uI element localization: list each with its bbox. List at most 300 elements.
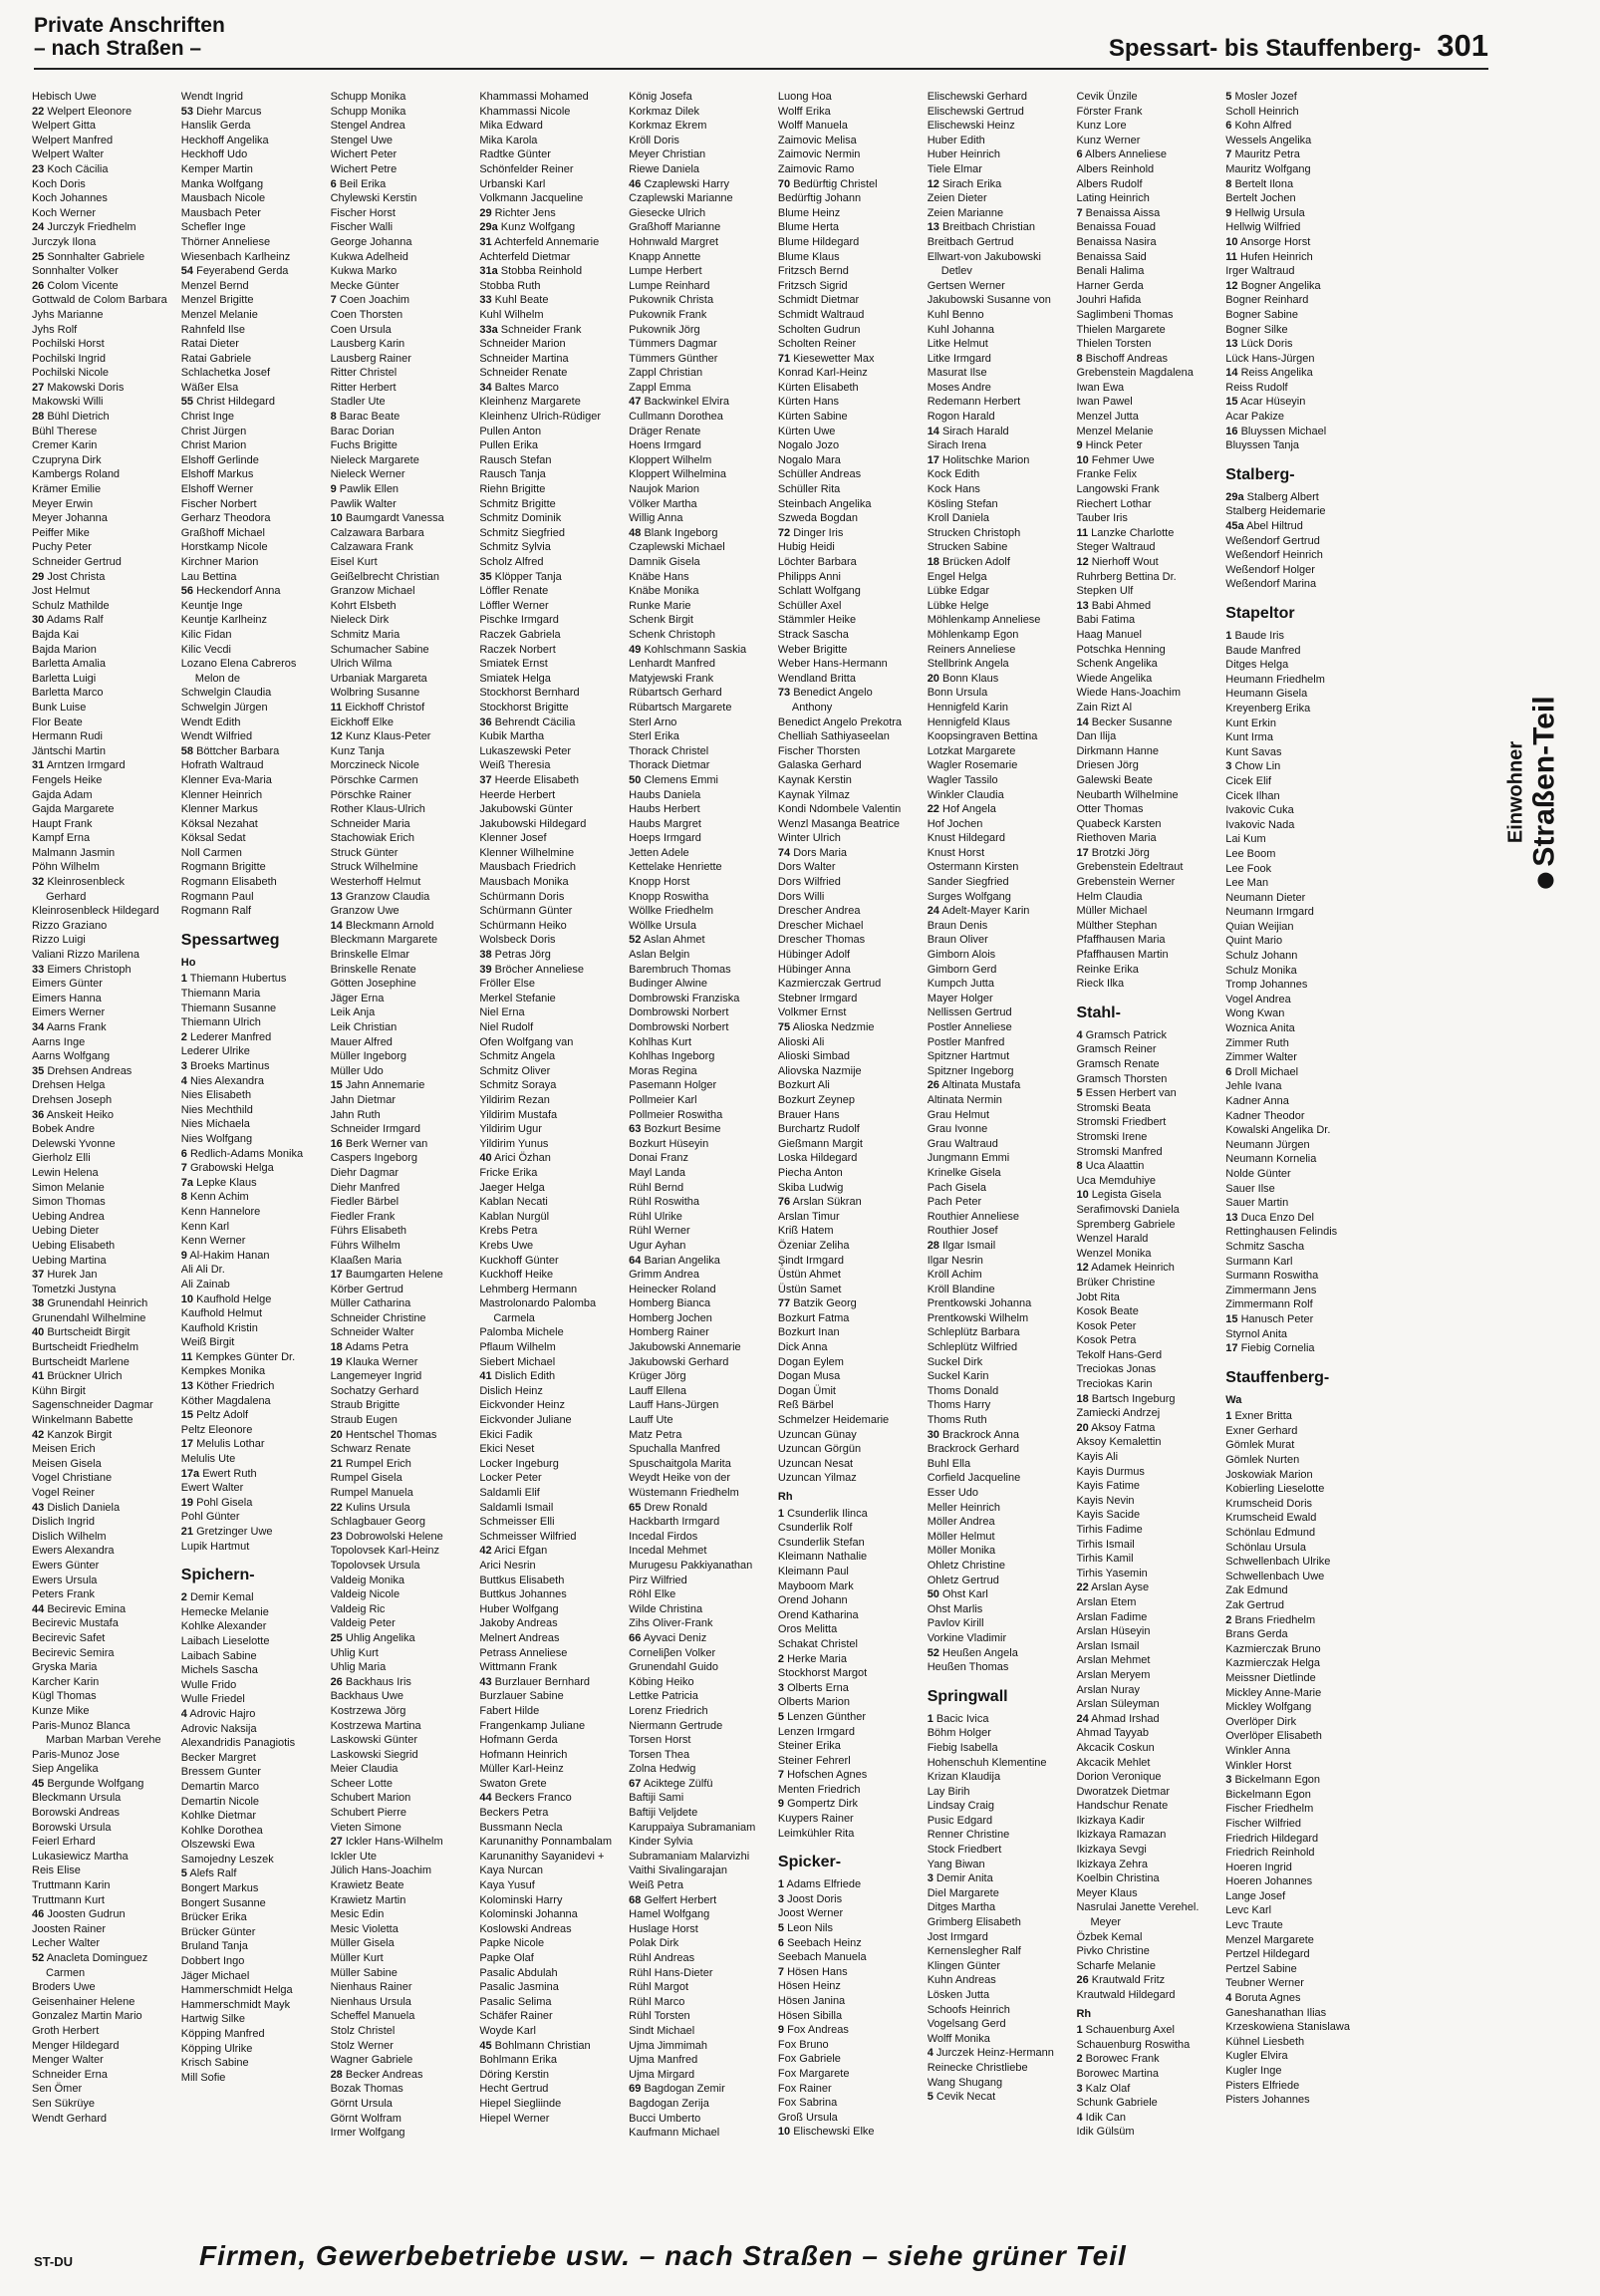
resident-entry [778,1507,920,1522]
resident-entry [331,1689,472,1704]
resident-entry [181,1015,323,1030]
resident-name: Baltes Marco [494,381,559,394]
resident-entry [1076,643,1217,658]
resident-name: Vaithi Sivalingarajan [629,1865,727,1877]
resident-entry [928,105,1069,120]
resident-entry [629,977,770,992]
resident-name: Rieck Ilka [1076,978,1125,991]
resident-name: Mika Karola [479,134,538,146]
resident-name: Pukownik Jörg [629,323,700,336]
resident-entry [181,972,323,987]
resident-name: Zolna Hedwig [629,1763,696,1776]
resident-name: Kuckhoff Heike [479,1269,554,1282]
resident-entry [1076,1508,1217,1523]
resident-name: Heußen Thomas [927,1661,1009,1674]
resident-name: Lösken Jutta [927,1989,990,2001]
resident-entry [778,1979,920,1994]
resident-name: Nellissen Gertrud [927,1006,1012,1019]
resident-entry [32,2009,173,2024]
resident-entry [778,1413,920,1428]
resident-entry [1076,425,1217,439]
resident-entry [928,1210,1069,1225]
resident-entry [479,1587,621,1602]
resident-entry [32,1907,173,1922]
resident-entry [479,511,621,526]
resident-entry [629,1733,770,1748]
resident-name: Kloppert Wilhelmina [629,468,726,481]
resident-entry [181,1132,323,1147]
resident-name: Ohletz Gertrud [927,1574,999,1586]
resident-name: Schlachetka Josef [180,367,271,380]
resident-entry [629,1195,770,1210]
resident-entry [928,1515,1069,1530]
resident-name: Brücker Erika [180,1911,247,1924]
resident-name: Sochatzy Gerhard [330,1384,419,1397]
resident-name: Woyde Karl [479,2024,536,2037]
resident-entry [1076,1276,1217,1291]
street-heading: Spichern- [180,1567,255,1584]
resident-name: Siebert Michael [479,1355,556,1368]
resident-name: Kobierling Lieselotte [1225,1483,1325,1496]
resident-entry [1076,1130,1217,1145]
resident-entry [32,1936,173,1951]
resident-name: Hübinger Adolf [777,949,851,962]
resident-entry [778,1579,920,1594]
resident-name: Christ Inge [180,411,234,424]
resident-name: Grunendahl Wilhelmine [32,1311,146,1324]
resident-name: Becirevic Semira [32,1646,115,1659]
resident-name: Weßendorf Marina [1225,578,1317,591]
resident-entry [1076,1101,1217,1116]
resident-entry [928,323,1069,338]
resident-entry [331,1719,472,1734]
resident-entry [331,1995,472,2010]
resident-entry [479,526,621,541]
resident-name: Adams Ralf [46,614,104,627]
resident-name: Hiepel Werner [479,2112,550,2125]
resident-name: Graßhoff Michael [180,526,265,539]
resident-entry [331,1137,472,1152]
resident-entry [32,453,173,468]
resident-name: Pertzel Hildegard [1225,1948,1310,1961]
resident-entry [181,105,323,120]
resident-name: Winkler Claudia [927,788,1004,801]
resident-entry [629,1020,770,1035]
resident-name: Konrad Karl-Heinz [777,367,868,380]
resident-name: Kohlke Alexander [180,1620,267,1633]
resident-name: Schupp Monika [330,105,406,118]
resident-name: Tiele Elmar [927,162,982,175]
resident-entry [778,1442,920,1457]
resident-name: Meyer Erwin [32,497,94,510]
resident-name: Thörner Anneliese [180,235,271,248]
house-number: 36 [479,716,492,728]
resident-name: Dors Maria [793,846,848,859]
resident-name: Köpping Manfred [180,2028,265,2040]
house-number: 64 [629,1254,642,1267]
resident-entry [1076,162,1217,177]
resident-entry [629,570,770,585]
resident-entry [629,846,770,861]
resident-entry [32,2097,173,2112]
resident-entry [928,555,1069,570]
resident-name: Dobrowolski Helene [345,1530,443,1543]
house-number: 65 [629,1501,642,1514]
resident-name: Granzow Claudia [345,890,430,903]
resident-entry [928,919,1069,934]
resident-name: Saglimbeni Thomas [1076,308,1174,321]
resident-name: Redlich-Adams Monika [189,1147,304,1160]
resident-entry [1076,1203,1217,1218]
resident-name: Arici Özhan [494,1152,551,1165]
resident-name: Topolovsek Ursula [330,1559,420,1572]
resident-name: Chylewski Kerstin [330,192,417,205]
resident-entry [1076,628,1217,643]
resident-entry [778,933,920,948]
resident-entry [331,1020,472,1035]
house-number: 8 [1076,1160,1083,1173]
resident-entry [479,1733,621,1748]
resident-entry [32,119,173,134]
resident-entry [1076,134,1217,148]
resident-name: Kohrt Elsbeth [330,599,397,612]
resident-name: Thoms Donald [927,1384,999,1397]
resident-entry [629,1384,770,1399]
resident-entry [928,729,1069,744]
resident-name: Manka Wolfgang [180,177,264,190]
resident-entry [928,1224,1069,1239]
resident-entry [1225,1065,1367,1080]
resident-entry [181,1692,323,1707]
resident-name: Müller Karl-Heinz [479,1763,564,1776]
resident-entry [181,1088,323,1103]
resident-entry [928,206,1069,221]
resident-entry [331,1907,472,1922]
house-number: 54 [180,265,194,278]
resident-entry [181,1634,323,1649]
resident-entry [778,672,920,687]
resident-entry [629,1311,770,1326]
house-number: 17 [1225,1342,1238,1355]
resident-entry [778,119,920,134]
resident-name: Fiedler Bärbel [330,1196,400,1209]
resident-entry [1076,977,1217,992]
resident-name: Backhaus Uwe [330,1690,403,1703]
resident-name: Matyjewski Frank [629,672,714,685]
resident-entry [331,1224,472,1239]
resident-entry [32,904,173,919]
resident-name: Bühl Therese [32,425,98,437]
resident-entry [181,1838,323,1853]
resident-name: Krinelke Gisela [927,1166,1001,1179]
resident-name: Papke Olaf [479,1952,534,1964]
resident-name: Iwan Ewa [1076,381,1125,394]
house-number: 29a [1225,490,1244,503]
resident-entry [778,2111,920,2126]
resident-entry [1076,191,1217,206]
resident-name: Melulis Ute [180,1453,236,1466]
resident-name: Scholten Gudrun [777,323,861,336]
resident-name: Jyhs Marianne [32,308,104,321]
resident-entry [331,1559,472,1574]
resident-entry [629,2097,770,2112]
resident-name: Jahn Dietmar [330,1093,396,1106]
resident-name: Bickelmann Egon [1234,1774,1321,1787]
resident-entry [32,1733,173,1748]
resident-name: Surges Wolfgang [927,890,1011,903]
resident-entry [1076,686,1217,701]
resident-name: Gerharz Theodora [180,512,271,525]
resident-entry [1076,1377,1217,1392]
resident-entry [331,2082,472,2097]
resident-entry [479,1850,621,1865]
resident-entry [479,1966,621,1981]
house-number: 7 [777,1769,785,1782]
resident-entry [1076,1683,1217,1698]
resident-entry [479,1501,621,1516]
resident-name: Kleimann Paul [777,1565,849,1578]
resident-entry [1076,1538,1217,1553]
resident-entry [778,1239,920,1254]
resident-entry [629,90,770,105]
resident-name: Lenzen Günther [787,1710,866,1723]
house-number: 9 [1225,206,1232,219]
resident-name: Wittmann Frank [479,1661,557,1674]
side-tab-label: Einwohner [1504,740,1527,844]
resident-name: Cremer Karin [32,439,98,452]
resident-name: Tümmers Günther [629,352,718,365]
resident-entry [928,308,1069,323]
house-number: 23 [32,162,45,175]
resident-name: Stadler Ute [330,396,386,409]
resident-entry [32,1587,173,1602]
resident-name: Fox Bruno [777,2038,829,2051]
resident-name: Tirhis Yasemin [1076,1567,1148,1579]
resident-name: Bacic Ivica [935,1712,989,1725]
resident-entry [1076,105,1217,120]
house-number: 12 [1225,279,1238,292]
resident-name: George Johanna [330,235,412,248]
resident-entry [928,395,1069,410]
house-number: 6 [180,1147,187,1160]
resident-name: Brans Friedhelm [1234,1613,1316,1626]
resident-entry [629,1646,770,1661]
resident-name: Wolbring Susanne [330,687,420,700]
directory-column [1225,90,1367,2192]
resident-name: Bozkurt Hüseyin [629,1137,709,1150]
resident-entry [181,1437,323,1452]
resident-entry [1076,1479,1217,1494]
resident-entry [331,264,472,279]
resident-entry [181,191,323,206]
resident-name: Gramsch Patrick [1085,1028,1167,1041]
resident-name: Mausbach Monika [479,876,569,889]
resident-name: Sauer Martin [1225,1197,1289,1210]
resident-name: Becirevic Mustafa [32,1617,119,1630]
resident-entry [1225,2020,1367,2035]
resident-entry [479,366,621,381]
resident-entry [928,147,1069,162]
resident-name: Schmelzer Heidemarie [777,1414,890,1427]
house-number: 4 [927,2047,933,2060]
resident-name: Kaya Yusuf [479,1879,535,1892]
resident-name: Renner Christine [927,1829,1010,1842]
house-number: 38 [479,949,492,962]
resident-name: Leon Nils [787,1922,833,1935]
resident-name: Arntzen Irmgard [46,759,126,772]
resident-entry [181,220,323,235]
resident-entry [928,758,1069,773]
resident-name: Rogmann Elisabeth [180,876,277,889]
resident-name: Bühl Dietrich [47,411,110,424]
resident-name: Schneider Erna [32,2068,108,2081]
resident-name: Gimborn Gerd [927,963,997,976]
resident-name: Kröll Achim [927,1269,982,1282]
resident-entry [181,628,323,643]
resident-entry [479,1195,621,1210]
house-number: 72 [777,526,791,539]
resident-name: Mayl Landa [629,1166,685,1179]
resident-name: Arslan Ayse [1091,1581,1150,1594]
house-number: 1 [777,1878,785,1891]
resident-entry [479,1907,621,1922]
resident-entry [1225,250,1367,265]
resident-name: Hofmann Gerda [479,1734,558,1747]
resident-name: Bickelmann Egon [1225,1788,1311,1801]
resident-entry [32,1093,173,1108]
house-number: 55 [180,396,194,409]
resident-entry [778,1906,920,1921]
resident-entry [1076,2067,1217,2082]
resident-name: Ickler Hans-Wilhelm [345,1836,443,1849]
resident-name: Stolz Christel [330,2024,396,2037]
resident-entry [181,264,323,279]
resident-entry [32,90,173,105]
resident-name: Nieleck Margarete [330,453,419,466]
resident-entry [928,1340,1069,1355]
resident-name: Uzuncan Yilmaz [777,1472,857,1485]
resident-entry [32,1020,173,1035]
resident-name: Bucci Umberto [629,2112,701,2125]
resident-entry [778,1652,920,1667]
resident-entry [1076,264,1217,279]
resident-name: Dorion Veronique [1076,1771,1162,1784]
resident-entry [1225,1991,1367,2006]
resident-name: Nieleck Werner [330,468,405,481]
resident-name: Adams Petra [345,1341,408,1354]
resident-entry [928,599,1069,614]
resident-entry [479,1137,621,1152]
resident-name: Sander Siegfried [927,876,1009,889]
district-code: Ho [180,956,196,969]
resident-entry [479,1035,621,1050]
resident-name: Aarns Inge [32,1035,86,1048]
resident-entry [181,672,323,687]
resident-name: Mayboom Mark [777,1579,854,1592]
resident-entry [778,904,920,919]
house-number: 22 [927,803,939,816]
resident-entry [32,890,173,905]
resident-name: Schmitz Sascha [1225,1240,1305,1253]
resident-entry [479,1181,621,1196]
resident-entry [181,1983,323,1998]
resident-entry [181,1540,323,1555]
resident-entry [479,1355,621,1370]
resident-name: Meller Heinrich [927,1501,1001,1514]
resident-name: Nienhaus Rainer [330,1981,412,1994]
resident-entry [32,1660,173,1675]
resident-name: Colom Vicente [47,279,119,292]
resident-entry [928,453,1069,468]
resident-name: Knapp Annette [629,250,701,263]
resident-entry [331,1283,472,1297]
resident-name: Şindt Irmgard [777,1254,844,1267]
resident-entry [778,2052,920,2067]
resident-name: Jungmann Emmi [927,1152,1010,1165]
resident-name: Merkel Stefanie [479,992,556,1004]
resident-entry [331,1369,472,1384]
resident-entry [32,1675,173,1690]
resident-name: Richter Jens [494,206,556,219]
resident-name: Ikizkaya Ramazan [1076,1829,1167,1842]
resident-entry [479,1951,621,1966]
resident-entry [1225,381,1367,396]
resident-entry [331,860,472,875]
resident-entry [629,235,770,250]
resident-name: Schmitz Sylvia [479,541,551,554]
resident-entry [331,425,472,439]
resident-entry [778,352,920,367]
resident-entry [479,933,621,948]
resident-entry [479,628,621,643]
resident-entry [479,337,621,352]
resident-entry [32,162,173,177]
resident-entry [331,831,472,846]
resident-name: Achterfeld Annemarie [494,235,600,248]
resident-entry [778,948,920,963]
resident-entry [928,860,1069,875]
house-number: 4 [1076,1028,1083,1041]
resident-entry [1076,1115,1217,1130]
resident-name: Nies Wolfgang [180,1132,253,1145]
resident-entry [32,701,173,716]
resident-name: Hofmann Heinrich [479,1748,568,1761]
resident-entry [331,235,472,250]
resident-entry [778,2023,920,2038]
resident-name: Kadner Theodor [1225,1109,1305,1122]
house-number: 34 [32,1021,45,1033]
resident-name: Kunz Lore [1076,120,1127,133]
resident-name: Heerde Elisabeth [494,773,580,786]
resident-entry [1225,1976,1367,1991]
resident-name: Hof Angela [942,803,996,816]
resident-entry [778,381,920,396]
resident-entry [928,2061,1069,2076]
resident-name: Weber Brigitte [777,643,848,656]
resident-name: Arslan Meryem [1076,1668,1151,1681]
directory-column [479,90,621,2192]
resident-name: Döring Kerstin [479,2068,550,2081]
resident-name: Thorack Christel [629,744,709,757]
resident-entry [1076,323,1217,338]
resident-name: Legista Gisela [1091,1189,1162,1202]
resident-entry [928,788,1069,803]
resident-name: Krzeskowiena Stanislawa [1225,2021,1350,2034]
house-number: 74 [777,846,791,859]
resident-entry [1225,774,1367,789]
resident-entry [629,1893,770,1908]
resident-name: Incedal Firdos [629,1530,698,1543]
